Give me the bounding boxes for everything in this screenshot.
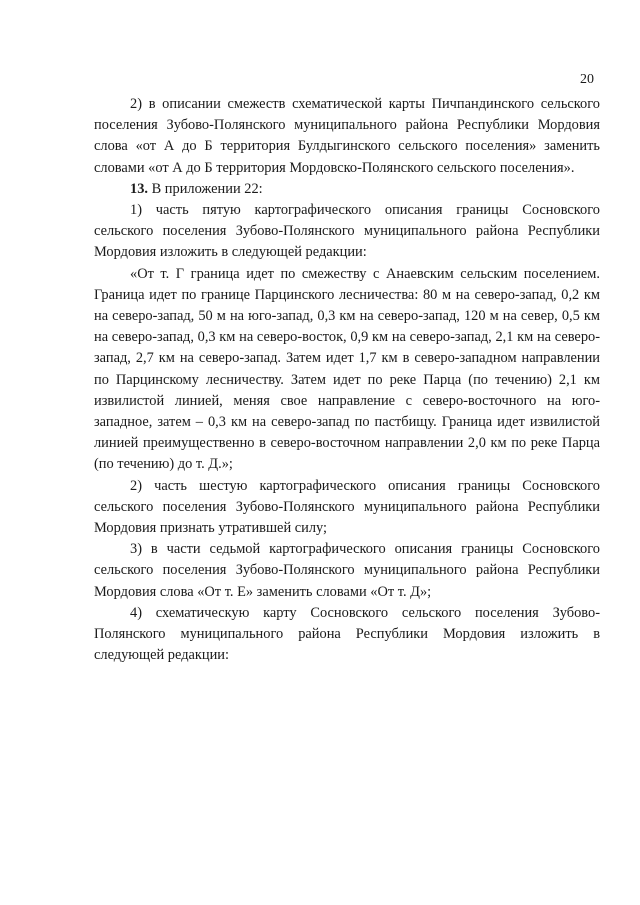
paragraph-item-3-part-seven: 3) в части седьмой картографического описания границы Сосновского сельского поселения Зубово-Полянского муниципального района Республики Мордовия слова «От т. Е» заменить словами «От т. Д»; (94, 541, 600, 600)
paragraph-item-1-part-five: 1) часть пятую картографического описания границы Сосновского сельского поселения Зубово-Полянского муниципального района Республики Мордовия изложить в следующей редакции: (94, 202, 600, 261)
paragraph-quoted-boundary-description: «От т. Г граница идет по смежеству с Анаевским сельским поселением. Граница идет по границе Парцинского лесничества: 80 м на северо-запад, 0,2 км на северо-запад, 50 м на юго-запад, 0,3 км на северо-запад, 120 м на север, 0,5 км на северо-запад, 0,3 км на северо-восток, 0,9 км на северо-запад, 2,1 км на северо-запад, 2,7 км на северо-запад. Затем идет 1,7 км в северо-западном направлении по Парцинскому лесничеству. Затем идет по реке Парца (по течению) 2,1 км извилистой линией, меняя свое направление с северо-восточного на юго-западное, затем – 0,3 км на северо-запад по пастбищу. Граница идет извилистой линией преимущественно в северо-восточном направлении 2,0 км по реке Парца (по течению) до т. Д.»; (94, 265, 600, 473)
section-heading-text: В приложении 22: (148, 180, 263, 197)
document-body (94, 94, 600, 666)
paragraph-item-4-scheme-map: 4) схематическую карту Сосновского сельского поселения Зубово-Полянского муниципального района Республики Мордовия изложить в следующей редакции: (94, 604, 600, 664)
paragraph-item-2-part-six: 2) часть шестую картографического описания границы Сосновского сельского поселения Зубово-Полянского муниципального района Республики Мордовия признать утратившей силу; (94, 477, 600, 537)
page-number: 20 (580, 72, 594, 87)
section-number: 13. (130, 180, 148, 197)
paragraph-item-2-smezhestva: 2) в описании смежеств схематической карты Пичпандинского сельского поселения Зубово-Полянского муниципального района Республики Мордовия слова «от А до Б территория Булдыгинского сельского поселения» заменить словами «от А до Б территория Мордовско-Полянского сельского поселения». (94, 96, 600, 176)
section-13-heading (94, 179, 600, 200)
